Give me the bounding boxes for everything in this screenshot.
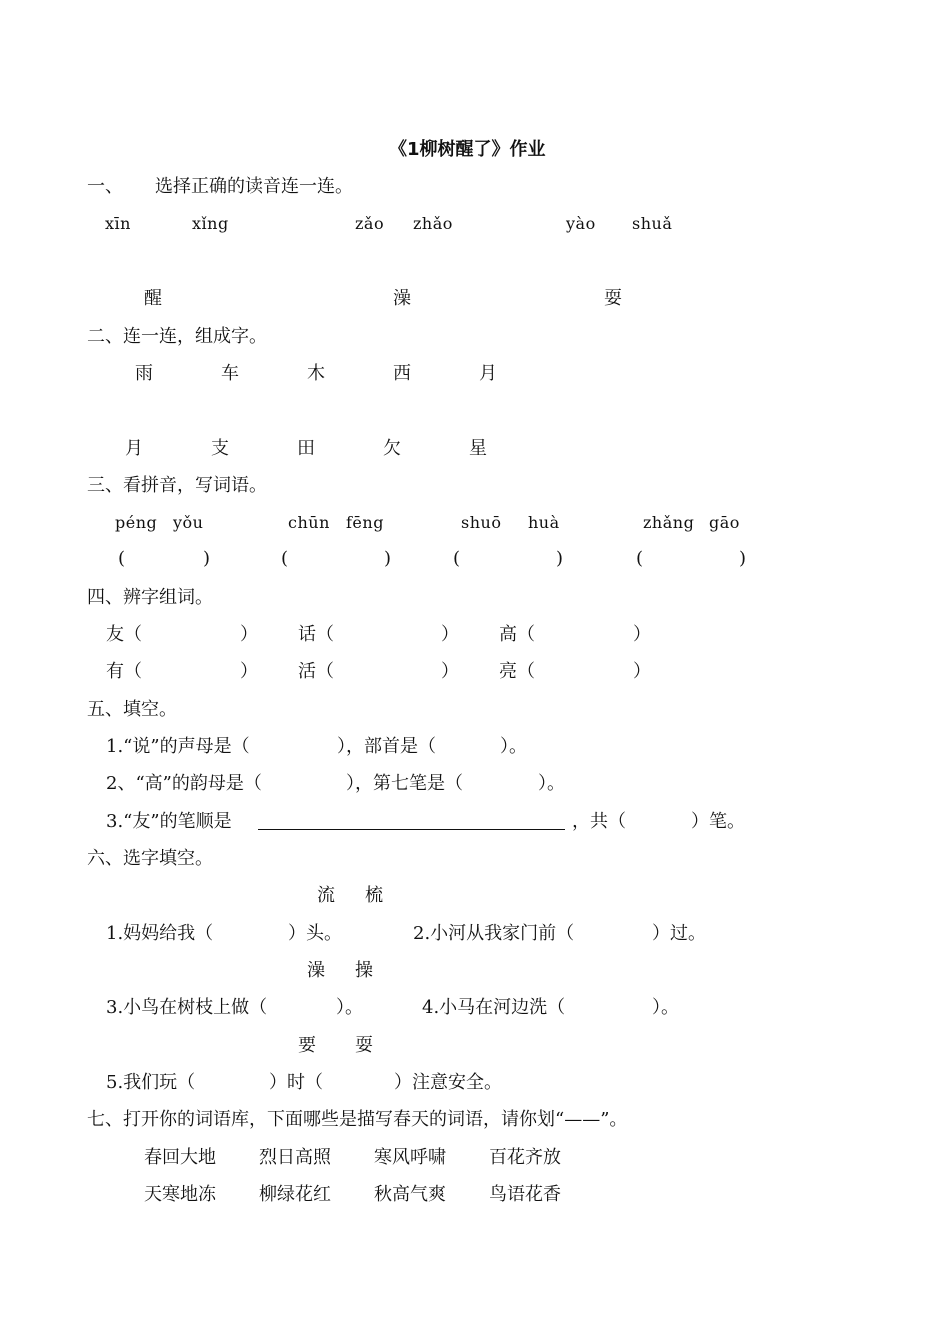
- word-prompt-close: ）: [441, 661, 459, 682]
- answer-paren-open: (: [636, 548, 644, 569]
- word-prompt: 高（: [499, 624, 535, 645]
- radical-top: 木: [307, 363, 325, 384]
- section-5-heading: 五、填空。: [87, 699, 177, 720]
- word-prompt-close: ）: [441, 624, 459, 645]
- idiom: 柳绿花红: [259, 1184, 331, 1205]
- question-text: ）。: [538, 773, 565, 794]
- choice-char: 梳: [365, 885, 383, 906]
- question-text: 3.“友”的笔顺是: [106, 811, 232, 832]
- idiom: 天寒地冻: [144, 1184, 216, 1205]
- radical-bottom: 月: [125, 438, 143, 459]
- pinyin-word: huà: [528, 513, 560, 532]
- question-text: 1.“说”的声母是（: [106, 736, 250, 757]
- question-text: ）头。: [288, 923, 342, 944]
- idiom: 烈日高照: [259, 1147, 331, 1168]
- radical-bottom: 欠: [383, 438, 401, 459]
- pinyin-word: shuō: [461, 513, 502, 532]
- character-option: 澡: [393, 288, 411, 309]
- section-3-heading: 三、看拼音，写词语。: [87, 475, 267, 496]
- section-4-heading: 四、辨字组词。: [87, 587, 213, 608]
- radical-top: 雨: [135, 363, 153, 384]
- radical-bottom: 星: [469, 438, 487, 459]
- word-prompt-close: ）: [633, 624, 651, 645]
- pinyin-option: xīn: [105, 214, 131, 233]
- answer-underline: [258, 829, 565, 830]
- answer-paren-close: ): [384, 548, 392, 569]
- pinyin-word: gāo: [709, 513, 740, 532]
- word-prompt-close: ）: [240, 661, 258, 682]
- radical-top: 西: [393, 363, 411, 384]
- word-prompt-close: ）: [240, 624, 258, 645]
- radical-bottom: 支: [211, 438, 229, 459]
- section-2-heading: 二、连一连，组成字。: [87, 326, 267, 347]
- idiom: 百花齐放: [489, 1147, 561, 1168]
- question-text: ）。: [652, 997, 679, 1018]
- pinyin-word: yǒu: [173, 513, 204, 532]
- question-text: 4.小马在河边洗（: [422, 997, 566, 1018]
- word-prompt: 有（: [106, 661, 142, 682]
- choice-char: 澡: [307, 960, 325, 981]
- pinyin-option: zǎo: [355, 214, 385, 233]
- question-text: 5.我们玩（: [106, 1072, 196, 1093]
- radical-top: 月: [479, 363, 497, 384]
- question-text: ）笔。: [691, 811, 745, 832]
- word-prompt-close: ）: [633, 661, 651, 682]
- idiom: 秋高气爽: [374, 1184, 446, 1205]
- question-text: ），第七笔是（: [346, 773, 463, 794]
- question-text: ）。: [336, 997, 363, 1018]
- word-prompt: 亮（: [499, 661, 535, 682]
- word-prompt: 活（: [298, 661, 334, 682]
- pinyin-word: zhǎng: [643, 513, 695, 532]
- pinyin-option: xǐng: [192, 214, 229, 233]
- pinyin-option: zhǎo: [413, 214, 453, 233]
- pinyin-option: shuǎ: [632, 214, 673, 233]
- choice-char: 操: [355, 960, 373, 981]
- word-prompt: 话（: [298, 624, 334, 645]
- pinyin-option: yào: [566, 214, 596, 233]
- section-1-heading: 选择正确的读音连一连。: [155, 176, 353, 197]
- question-text: 2、“高”的韵母是（: [106, 773, 262, 794]
- answer-paren-open: (: [281, 548, 289, 569]
- question-text: 2.小河从我家门前（: [413, 923, 575, 944]
- character-option: 耍: [604, 288, 622, 309]
- section-6-heading: 六、选字填空。: [87, 848, 213, 869]
- question-text: ）。: [500, 736, 527, 757]
- pinyin-word: chūn: [288, 513, 330, 532]
- page-title: 《1柳树醒了》作业: [389, 139, 546, 160]
- answer-paren-close: ): [556, 548, 564, 569]
- answer-paren-open: (: [453, 548, 461, 569]
- question-text: ，共（: [572, 811, 626, 832]
- question-text: ）过。: [652, 923, 706, 944]
- answer-paren-open: (: [118, 548, 126, 569]
- radical-bottom: 田: [297, 438, 315, 459]
- choice-char: 流: [317, 885, 335, 906]
- question-text: 3.小鸟在树枝上做（: [106, 997, 268, 1018]
- character-option: 醒: [144, 288, 162, 309]
- choice-char: 要: [298, 1035, 316, 1056]
- section-1-number: 一、: [87, 176, 123, 197]
- question-text: 1.妈妈给我（: [106, 923, 214, 944]
- choice-char: 耍: [355, 1035, 373, 1056]
- question-text: ），部首是（: [337, 736, 436, 757]
- radical-top: 车: [221, 363, 239, 384]
- word-prompt: 友（: [106, 624, 142, 645]
- idiom: 鸟语花香: [489, 1184, 561, 1205]
- section-7-heading: 七、打开你的词语库，下面哪些是描写春天的词语，请你划“——”。: [87, 1109, 628, 1130]
- pinyin-word: péng: [115, 513, 158, 532]
- answer-paren-close: ): [203, 548, 211, 569]
- pinyin-word: fēng: [346, 513, 384, 532]
- question-text: ）时（: [269, 1072, 323, 1093]
- idiom: 寒风呼啸: [374, 1147, 446, 1168]
- answer-paren-close: ): [739, 548, 747, 569]
- question-text: ）注意安全。: [394, 1072, 502, 1093]
- idiom: 春回大地: [144, 1147, 216, 1168]
